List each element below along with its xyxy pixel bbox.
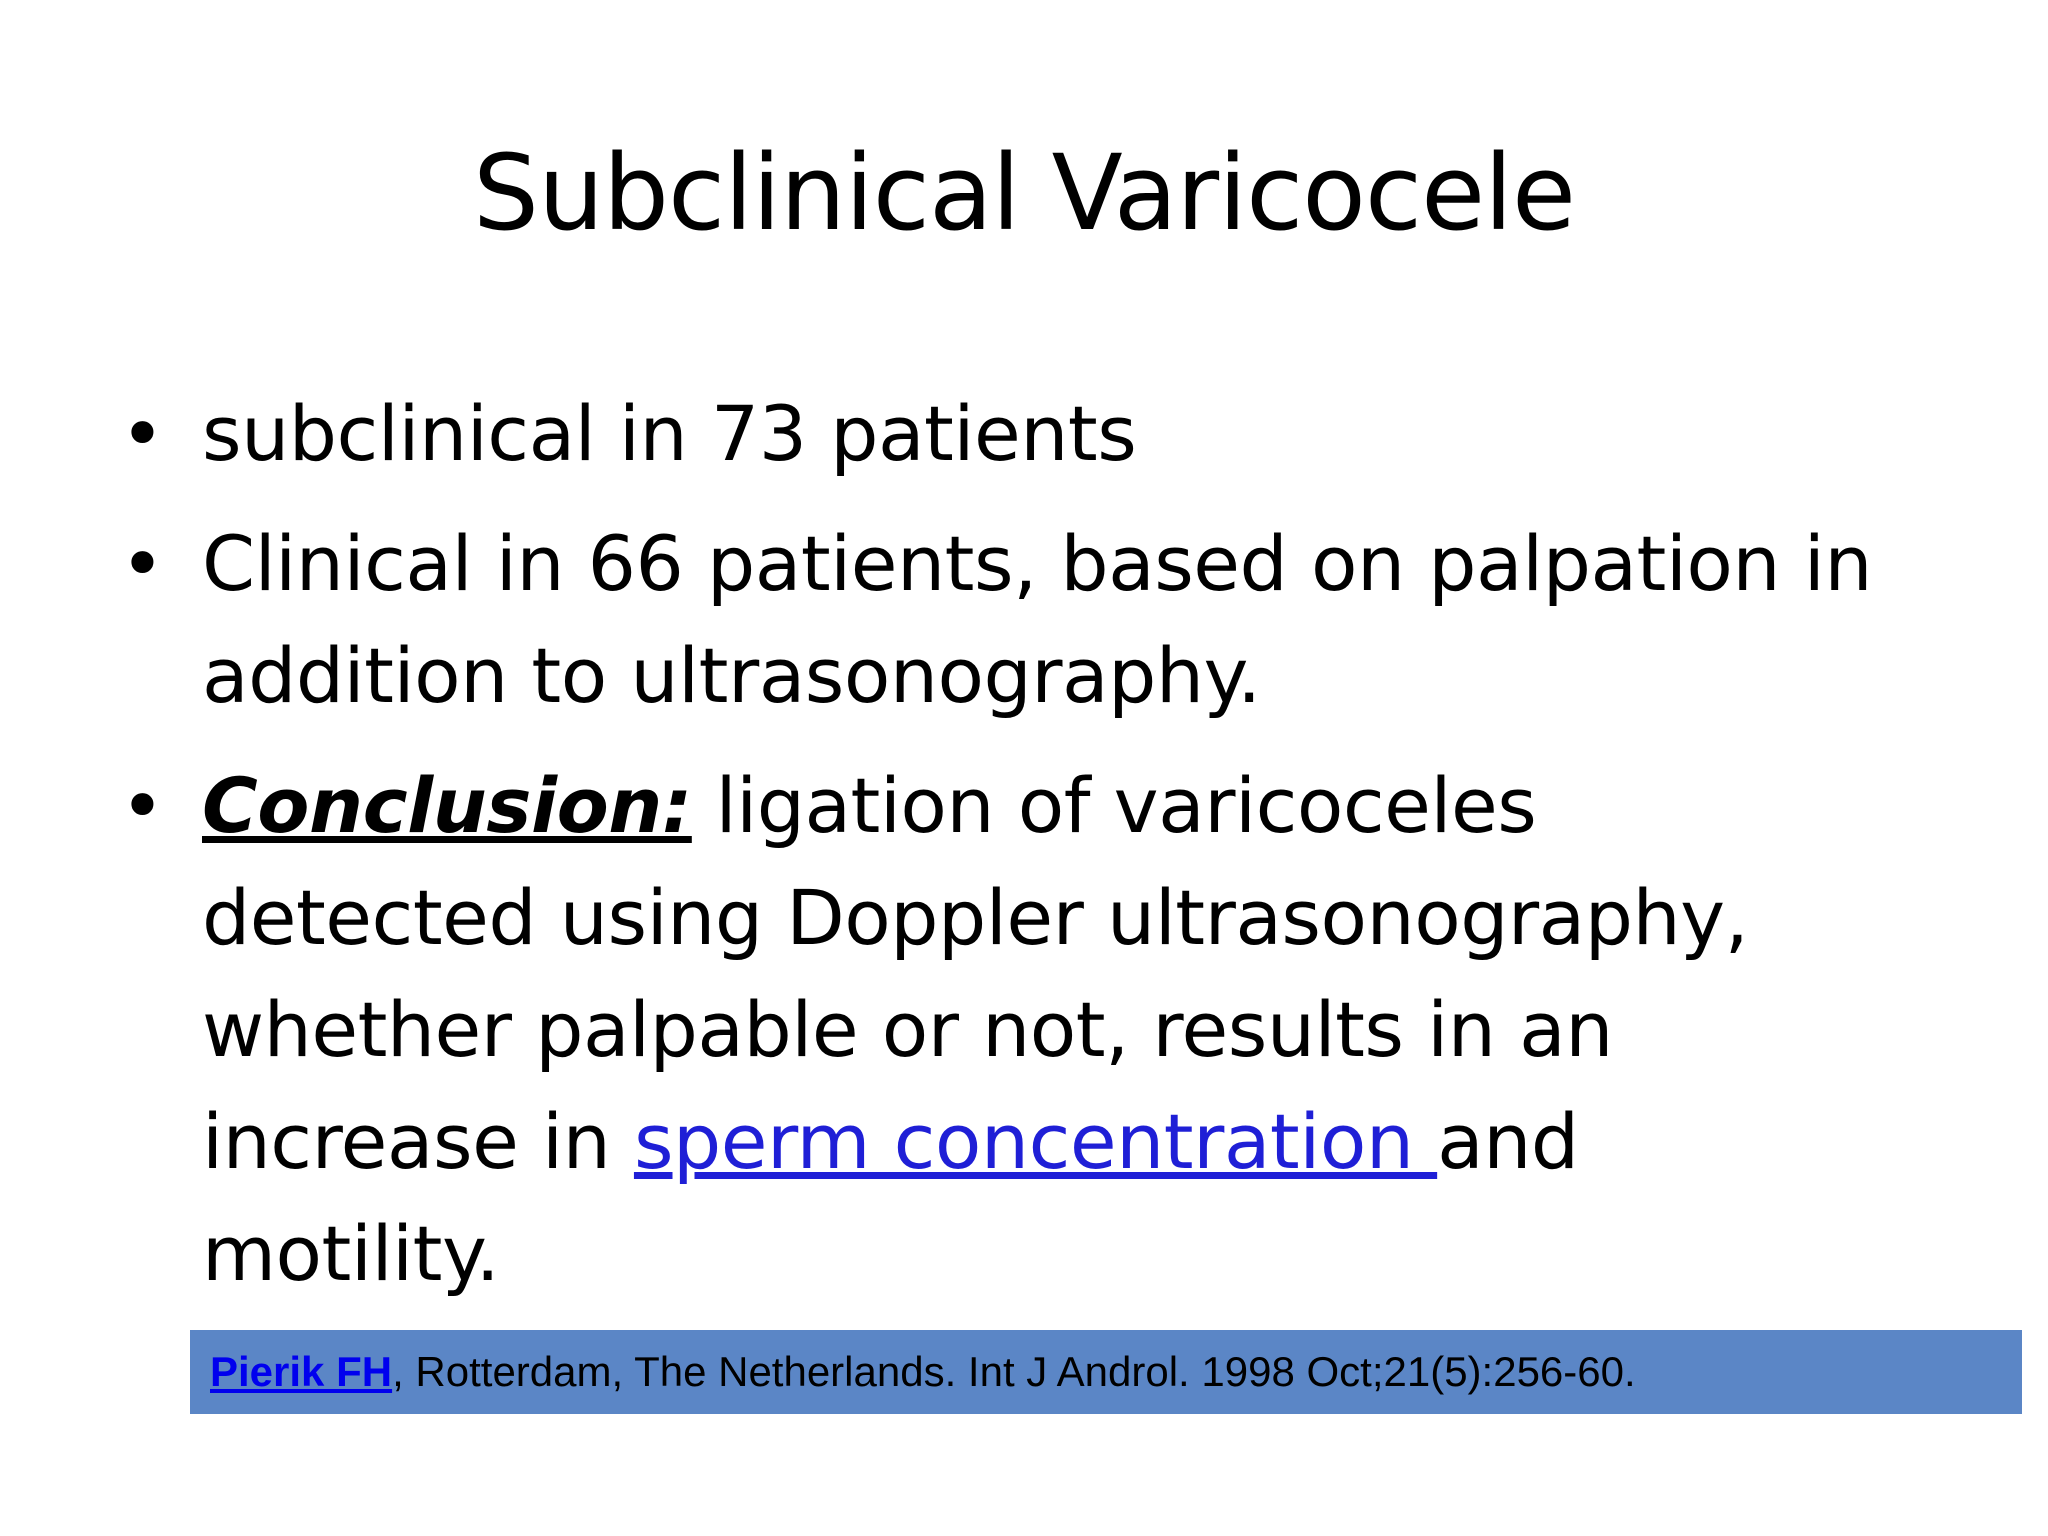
- slide-title: Subclinical Varicocele: [473, 132, 1575, 254]
- bullet-dot-icon: •: [120, 761, 165, 850]
- citation-text: , Rotterdam, The Netherlands. Int J Androl. 1998 Oct;21(5):256-60.: [392, 1348, 1636, 1395]
- conclusion-text-end: and motility.: [202, 1097, 1579, 1298]
- citation-author-link[interactable]: Pierik FH: [210, 1348, 393, 1395]
- bullet-dot-icon: •: [120, 519, 165, 608]
- sperm-concentration-link[interactable]: sperm concentration: [633, 1097, 1438, 1186]
- bullet-item-conclusion: [120, 750, 1880, 1310]
- bullet-item: [120, 378, 1880, 490]
- citation-box: [190, 1330, 2022, 1414]
- conclusion-label: Conclusion:: [202, 761, 692, 850]
- bullet-dot-icon: •: [120, 389, 165, 478]
- bullet-list: [120, 378, 1880, 1328]
- bullet-text: subclinical in 73 patients: [202, 389, 1137, 478]
- bullet-item: [120, 508, 1880, 732]
- bullet-text: Clinical in 66 patients, based on palpation in addition to ultrasonography.: [202, 519, 1873, 720]
- conclusion-text: ligation of varicoceles detected using Doppler ultrasonography, whether palpable or not, results in an increase in: [202, 761, 1749, 1186]
